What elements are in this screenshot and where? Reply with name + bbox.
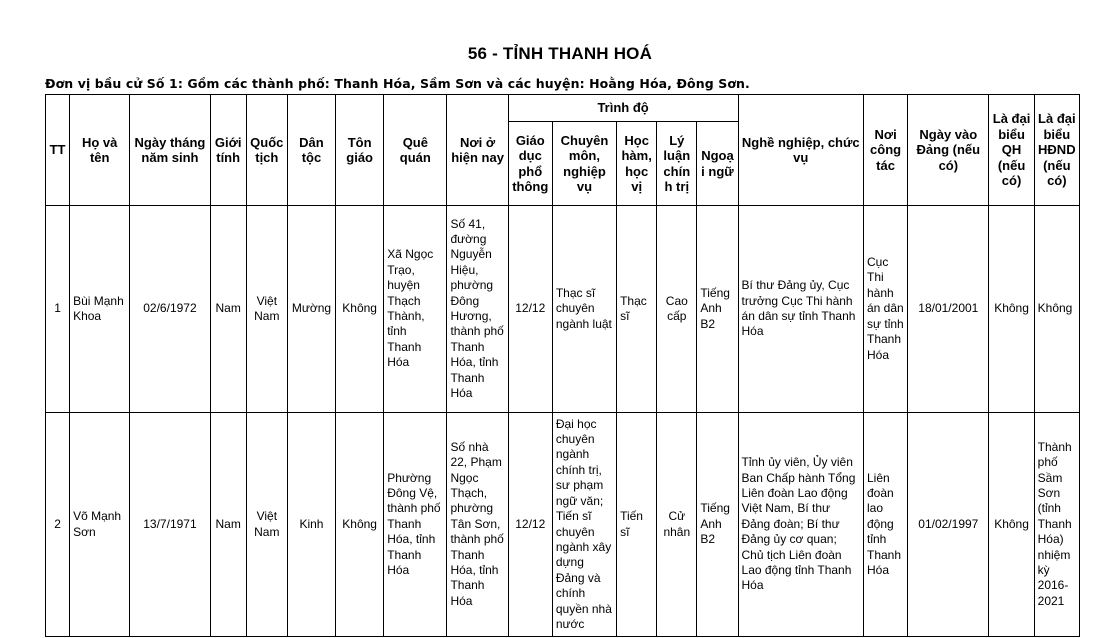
header-language: Ngoại ngữ [697,122,738,206]
header-religion: Tôn giáo [336,95,384,206]
cell-name: Võ Mạnh Sơn [70,413,130,637]
cell-general-edu: 12/12 [508,206,552,413]
header-education-group: Trình độ [508,95,738,122]
cell-language: Tiếng Anh B2 [697,206,738,413]
cell-ethnicity: Mường [287,206,335,413]
cell-political: Cử nhân [657,413,697,637]
header-dob: Ngày tháng năm sinh [130,95,210,206]
cell-tt: 1 [46,206,70,413]
header-hometown: Quê quán [384,95,447,206]
header-party-date: Ngày vào Đảng (nếu có) [908,95,989,206]
cell-political: Cao cấp [657,206,697,413]
cell-gender: Nam [210,206,246,413]
cell-occupation: Tỉnh ủy viên, Ủy viên Ban Chấp hành Tổng Liên đoàn Lao động Việt Nam, Bí thư Đảng đoàn; Bí thư Đảng ủy cơ quan; Chủ tịch Liên đoàn Lao động tỉnh Thanh Hóa [738,413,863,637]
cell-residence: Số nhà 22, Phạm Ngọc Thạch, phường Tân Sơn, thành phố Thanh Hóa, tỉnh Thanh Hóa [447,413,508,637]
cell-degree: Tiến sĩ [617,413,657,637]
cell-party-date: 01/02/1997 [908,413,989,637]
cell-nationality: Việt Nam [246,206,287,413]
cell-ethnicity: Kinh [287,413,335,637]
electoral-unit-description: Đơn vị bầu cử Số 1: Gồm các thành phố: Thanh Hóa, Sầm Sơn và các huyện: Hoằng Hóa, Đông Sơn. [45,76,750,91]
cell-religion: Không [336,206,384,413]
cell-pc-delegate: Không [1034,206,1079,413]
cell-tt: 2 [46,413,70,637]
header-pc-delegate: Là đại biểu HĐND (nếu có) [1034,95,1079,206]
table-row [46,413,1080,637]
header-ethnicity: Dân tộc [287,95,335,206]
cell-hometown: Xã Ngọc Trạo, huyện Thạch Thành, tỉnh Thanh Hóa [384,206,447,413]
cell-gender: Nam [210,413,246,637]
cell-degree: Thạc sĩ [617,206,657,413]
header-degree: Học hàm, học vị [617,122,657,206]
cell-dob: 02/6/1972 [130,206,210,413]
cell-workplace: Liên đoàn lao động tỉnh Thanh Hóa [864,413,908,637]
header-residence: Nơi ở hiện nay [447,95,508,206]
cell-pc-delegate: Thành phố Sầm Sơn (tỉnh Thanh Hóa) nhiệm kỳ 2016-2021 [1034,413,1079,637]
candidates-table [45,94,1080,637]
header-gender: Giới tính [210,95,246,206]
cell-dob: 13/7/1971 [130,413,210,637]
header-general-edu: Giáo dục phổ thông [508,122,552,206]
cell-specialty: Đại học chuyên ngành chính trị, sư phạm ngữ văn; Tiến sĩ chuyên ngành xây dựng Đảng và chính quyền nhà nước [552,413,616,637]
page-title: 56 - TỈNH THANH HOÁ [467,44,653,63]
header-specialty: Chuyên môn, nghiệp vụ [552,122,616,206]
header-name: Họ và tên [70,95,130,206]
header-nationality: Quốc tịch [246,95,287,206]
cell-language: Tiếng Anh B2 [697,413,738,637]
cell-residence: Số 41, đường Nguyễn Hiệu, phường Đông Hương, thành phố Thanh Hóa, tỉnh Thanh Hóa [447,206,508,413]
cell-hometown: Phường Đông Vệ, thành phố Thanh Hóa, tỉnh Thanh Hóa [384,413,447,637]
cell-religion: Không [336,413,384,637]
table-row [46,206,1080,413]
header-tt: TT [46,95,70,206]
header-political: Lý luận chính trị [657,122,697,206]
cell-na-delegate: Không [989,413,1034,637]
header-occupation: Nghề nghiệp, chức vụ [738,95,863,206]
cell-nationality: Việt Nam [246,413,287,637]
cell-party-date: 18/01/2001 [908,206,989,413]
cell-name: Bùi Mạnh Khoa [70,206,130,413]
cell-workplace: Cục Thi hành án dân sự tỉnh Thanh Hóa [864,206,908,413]
cell-na-delegate: Không [989,206,1034,413]
cell-general-edu: 12/12 [508,413,552,637]
cell-occupation: Bí thư Đảng ủy, Cục trưởng Cục Thi hành án dân sự tỉnh Thanh Hóa [738,206,863,413]
header-workplace: Nơi công tác [864,95,908,206]
cell-specialty: Thạc sĩ chuyên ngành luật [552,206,616,413]
header-na-delegate: Là đại biểu QH (nếu có) [989,95,1034,206]
